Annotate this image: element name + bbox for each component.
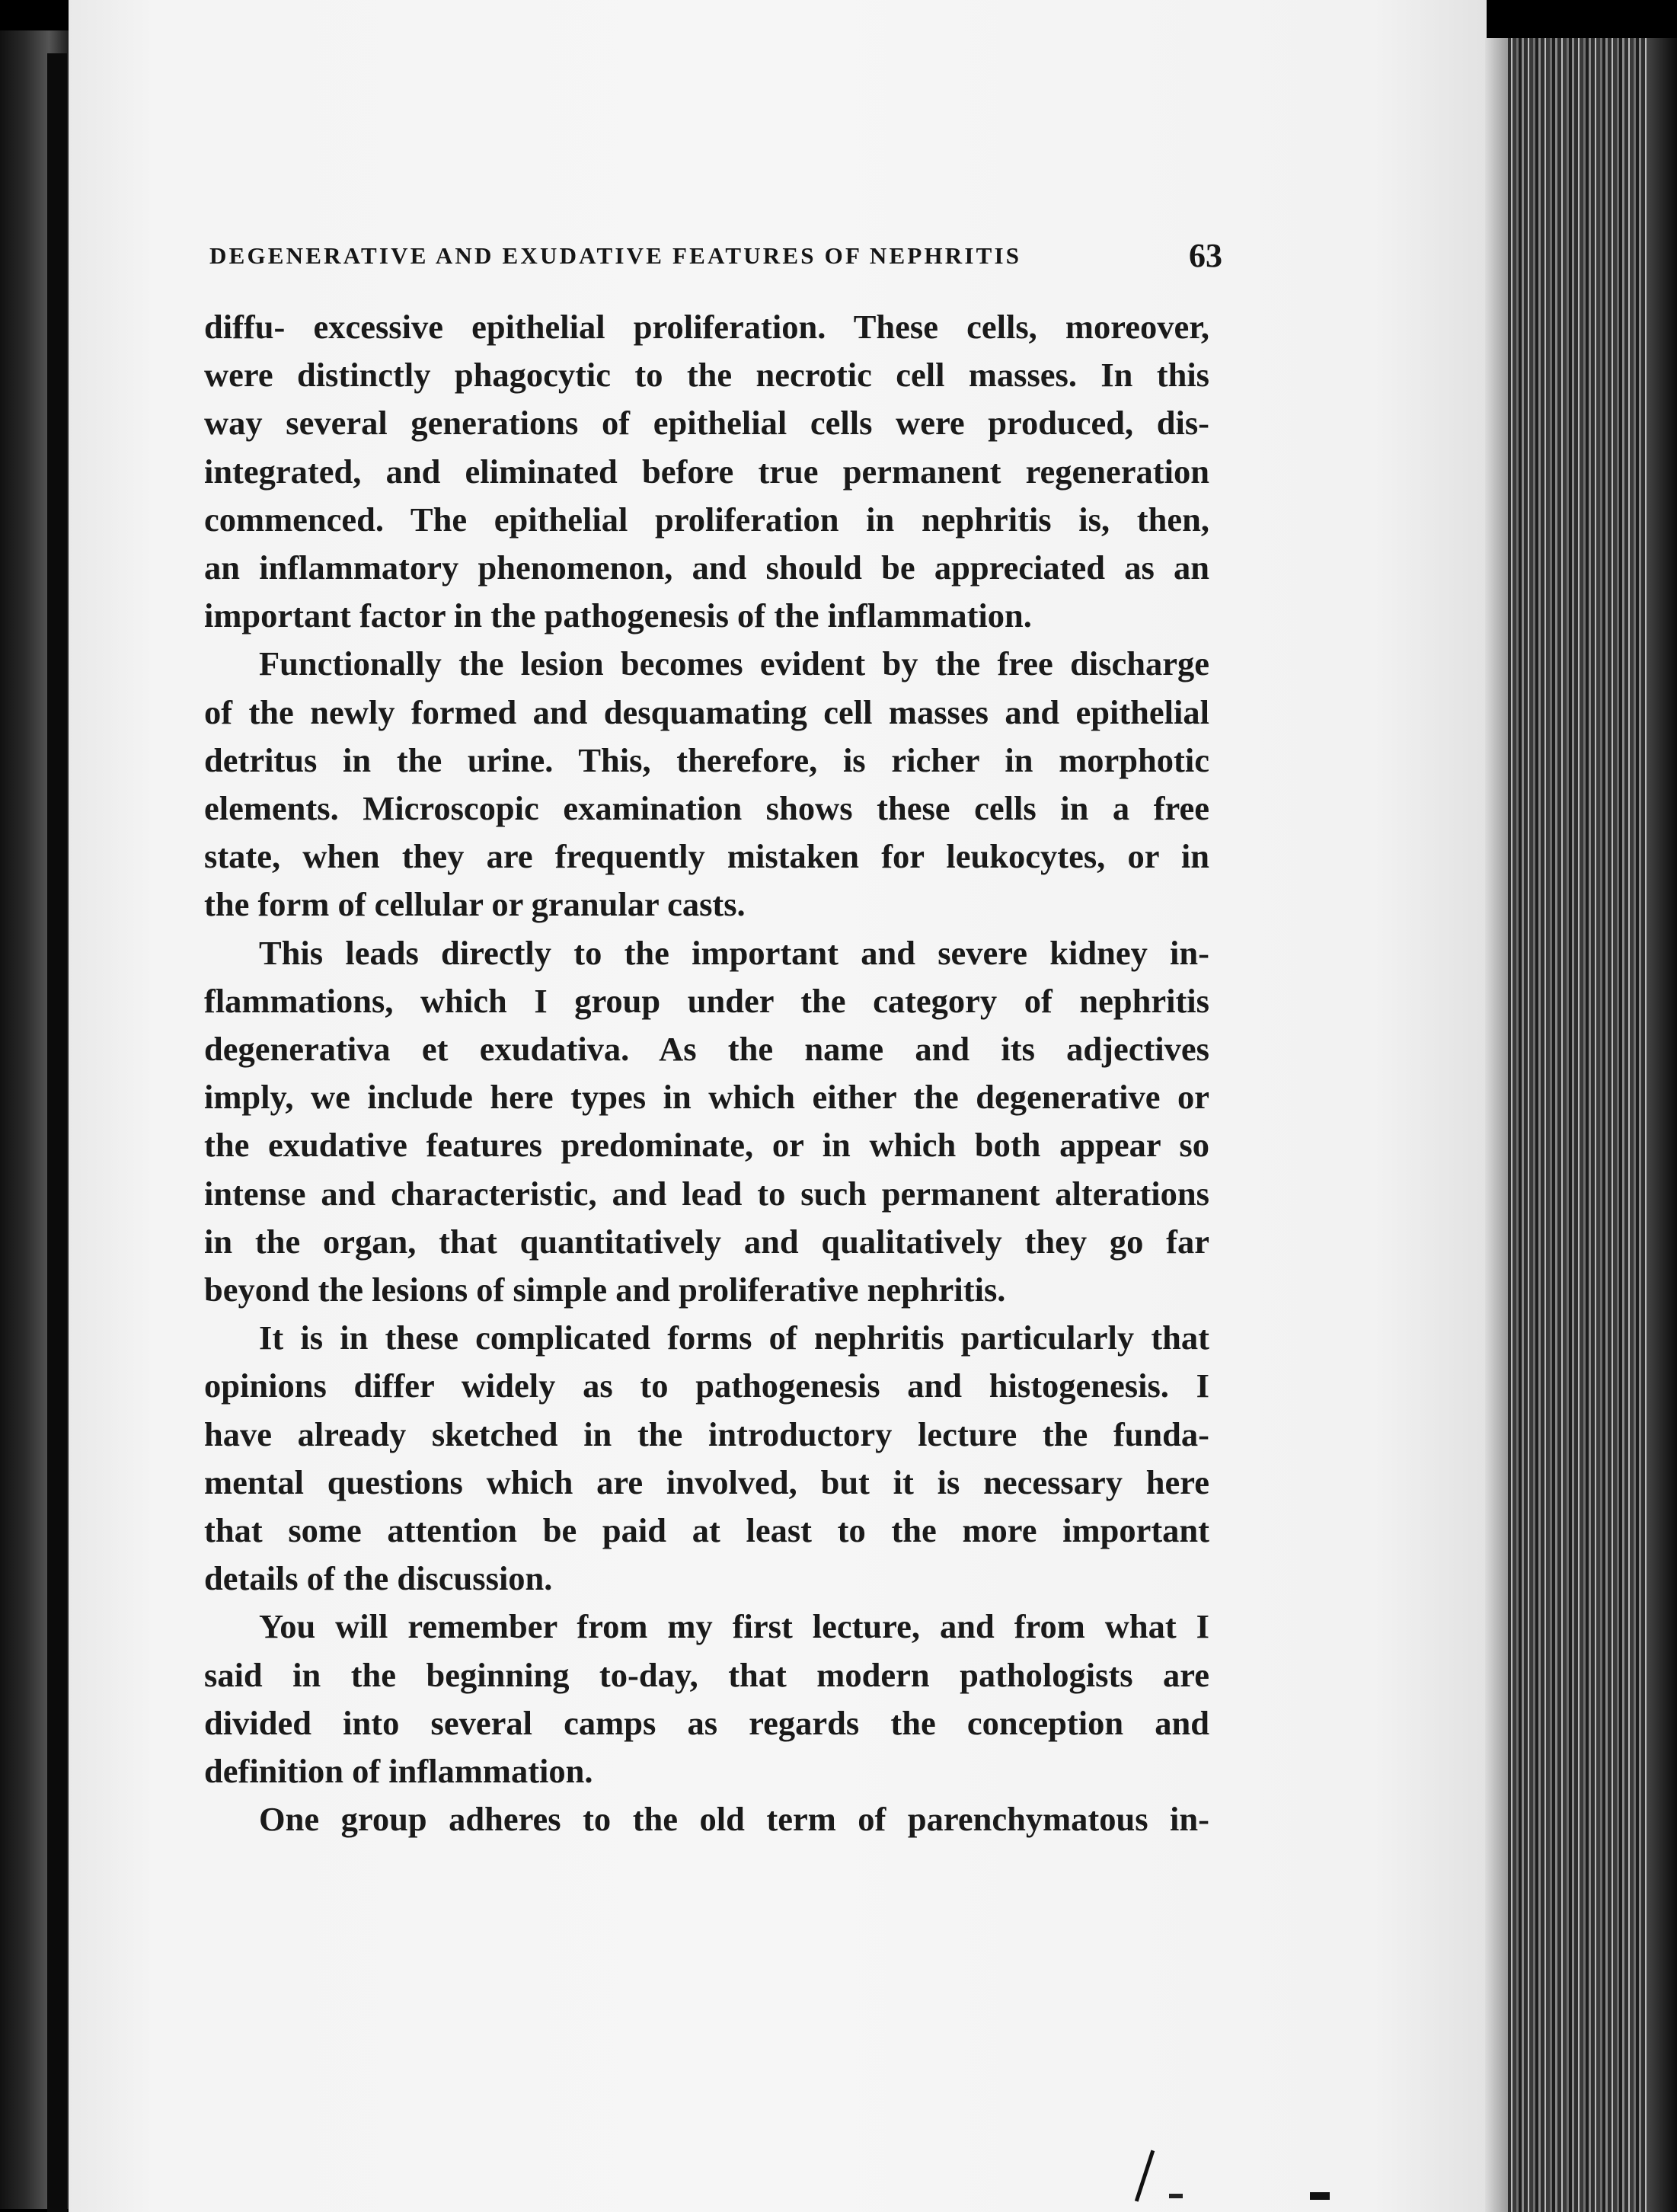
running-header bbox=[209, 237, 1222, 274]
text-line: of the newly formed and desquamating cell masses and epithelial bbox=[204, 692, 1209, 731]
text-line: way several generations of epithelial cells were produced, dis- bbox=[204, 404, 1209, 443]
paragraph bbox=[204, 1795, 1209, 1843]
text-line: commenced. The epithelial proliferation in nephritis is, then, bbox=[204, 500, 1209, 539]
text-line: Functionally the lesion becomes evident by the free discharge bbox=[259, 644, 1209, 683]
text-line: flammations, which I group under the category of nephritis bbox=[204, 981, 1209, 1020]
paragraph bbox=[204, 640, 1209, 929]
body-text bbox=[204, 303, 1209, 1844]
text-line: detritus in the urine. This, therefore, is richer in morphotic bbox=[204, 740, 1209, 779]
text-line: elements. Microscopic examination shows these cells in a free bbox=[204, 789, 1209, 828]
text-line: definition of inflammation. bbox=[204, 1752, 593, 1791]
text-line: It is in these complicated forms of nephritis particularly that bbox=[259, 1319, 1209, 1357]
text-line: divided into several camps as regards the conception and bbox=[204, 1703, 1209, 1742]
text-line: beyond the lesions of simple and proliferative nephritis. bbox=[204, 1271, 1006, 1309]
text-line: said in the beginning to-day, that modern pathologists are bbox=[204, 1655, 1209, 1694]
text-line: in the organ, that quantitatively and qualitatively they go far bbox=[204, 1222, 1209, 1261]
page-stack-edges bbox=[1485, 38, 1677, 2212]
scan-artifact-mark bbox=[1310, 2192, 1330, 2200]
text-line: an inflammatory phenomenon, and should be appreciated as an bbox=[204, 548, 1209, 587]
paragraph bbox=[204, 929, 1209, 1315]
text-line: One group adheres to the old term of parenchymatous in- bbox=[259, 1800, 1209, 1839]
text-line: integrated, and eliminated before true permanent regeneration bbox=[204, 452, 1209, 491]
paragraph bbox=[204, 303, 1209, 640]
text-line: have already sketched in the introductory lecture the funda- bbox=[204, 1414, 1209, 1453]
gutter-shadow bbox=[47, 53, 67, 2212]
text-line: imply, we include here types in which either the degenerative or bbox=[204, 1078, 1209, 1117]
paragraph bbox=[204, 1314, 1209, 1603]
text-line: degenerativa et exudativa. As the name and its adjectives bbox=[204, 1030, 1209, 1069]
text-line: that some attention be paid at least to the more important bbox=[204, 1511, 1209, 1550]
text-line: the exudative features predominate, or in which both appear so bbox=[204, 1126, 1209, 1165]
running-title: DEGENERATIVE AND EXUDATIVE FEATURES OF NEPHRITIS bbox=[209, 242, 1022, 269]
scan-artifact-mark bbox=[1169, 2194, 1183, 2198]
text-line: mental questions which are involved, but it is necessary here bbox=[204, 1462, 1209, 1501]
text-line: important factor in the pathogenesis of the inflammation. bbox=[204, 596, 1032, 635]
text-line: the form of cellular or granular casts. bbox=[204, 885, 746, 924]
page-number: 63 bbox=[1189, 237, 1222, 274]
text-line: This leads directly to the important and severe kidney in- bbox=[259, 933, 1209, 972]
text-line: were distinctly phagocytic to the necrotic cell masses. In this bbox=[204, 356, 1209, 395]
text-line: diffu- excessive epithelial proliferation. These cells, moreover, bbox=[204, 308, 1209, 346]
paragraph bbox=[204, 1603, 1209, 1795]
text-line: intense and characteristic, and lead to such permanent alterations bbox=[204, 1174, 1209, 1213]
text-line: opinions differ widely as to pathogenesis and histogenesis. I bbox=[204, 1367, 1209, 1405]
text-line: state, when they are frequently mistaken for leukocytes, or in bbox=[204, 837, 1209, 876]
text-line: You will remember from my first lecture, and from what I bbox=[259, 1607, 1209, 1646]
text-line: details of the discussion. bbox=[204, 1559, 553, 1598]
